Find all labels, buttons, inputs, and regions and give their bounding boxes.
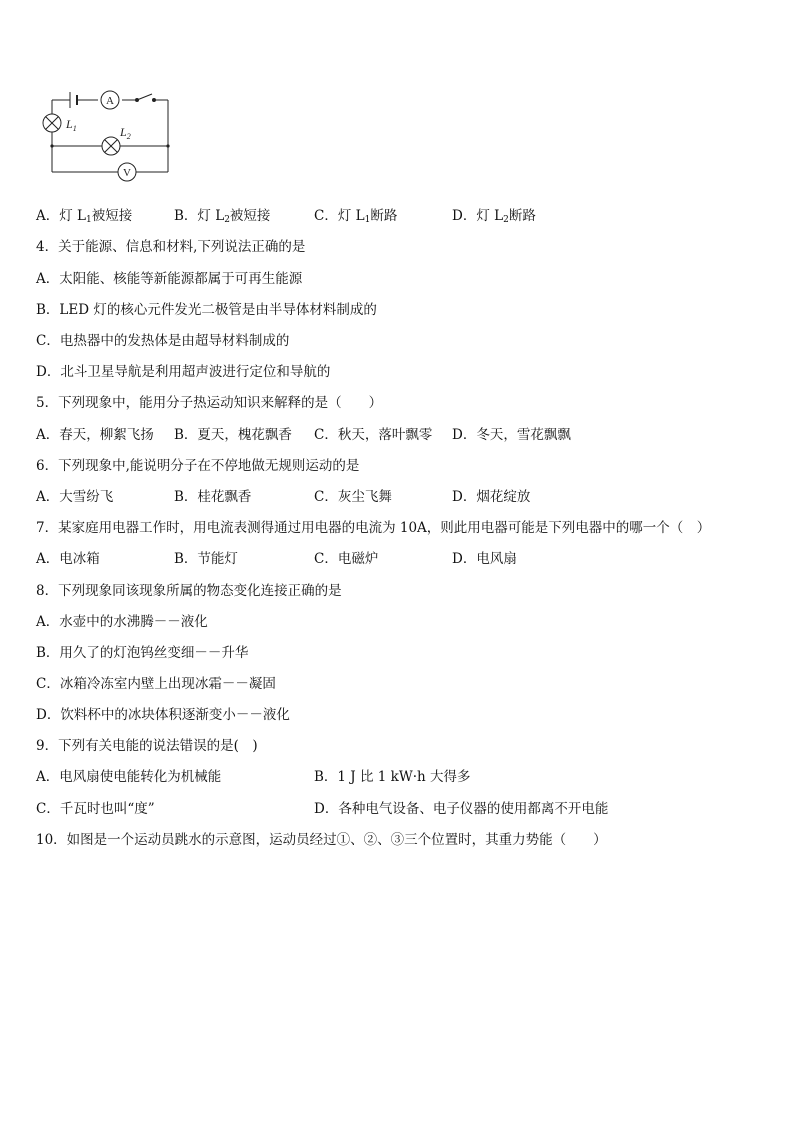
q6-option-b[interactable]: B．桂花飘香	[174, 489, 252, 505]
voltmeter-symbol	[118, 163, 136, 181]
q7-option-c[interactable]: C．电磁炉	[314, 551, 379, 567]
q7-option-a[interactable]: A．电冰箱	[36, 551, 100, 567]
q8-option-b[interactable]: B．用久了的灯泡钨丝变细－－升华	[36, 645, 249, 661]
q3-option-d[interactable]: D．灯 $L_2$断路	[452, 208, 536, 225]
q9-option-d[interactable]: D．各种电气设备、电子仪器的使用都离不开电能	[314, 801, 609, 817]
q3-option-a[interactable]: A．灯 $L_1$被短接	[36, 208, 133, 225]
q4-stem: 4．关于能源、信息和材料,下列说法正确的是	[36, 239, 306, 255]
q9-option-a[interactable]: A．电风扇使电能转化为机械能	[36, 769, 222, 785]
q8-option-a[interactable]: A．水壶中的水沸腾－－液化	[36, 614, 208, 630]
q9-stem: 9．下列有关电能的说法错误的是( )	[36, 738, 258, 754]
q5-option-d[interactable]: D．冬天，雪花飘飘	[452, 427, 571, 443]
q9-option-c[interactable]: C．千瓦时也叫“度”	[36, 801, 155, 817]
voltmeter-label: V	[123, 167, 131, 179]
lamp-l1-label: $L_1$	[66, 117, 77, 133]
q5-option-c[interactable]: C．秋天，落叶飘零	[314, 427, 433, 443]
lamp-l1-symbol	[43, 114, 61, 132]
q7-option-d[interactable]: D．电风扇	[452, 551, 517, 567]
q4-option-d[interactable]: D．北斗卫星导航是利用超声波进行定位和导航的	[36, 364, 331, 380]
circuit-diagram	[36, 84, 176, 184]
q10-stem: 10．如图是一个运动员跳水的示意图，运动员经过①、②、③三个位置时，其重力势能（ ）	[36, 832, 607, 848]
q8-stem: 8．下列现象同该现象所属的物态变化连接正确的是	[36, 583, 342, 599]
q6-stem: 6．下列现象中,能说明分子在不停地做无规则运动的是	[36, 458, 360, 474]
q6-option-d[interactable]: D．烟花绽放	[452, 489, 531, 505]
lamp-l2-label: $L_2$	[120, 125, 131, 141]
switch-symbol[interactable]	[136, 94, 156, 102]
q7-stem: 7．某家庭用电器工作时，用电流表测得通过用电器的电流为 10A，则此用电器可能是下列电器中的哪一个（ ）	[36, 520, 711, 536]
q8-option-c[interactable]: C．冰箱冷冻室内壁上出现冰霜－－凝固	[36, 676, 276, 692]
q3-option-c[interactable]: C．灯 $L_1$断路	[314, 208, 398, 225]
q6-option-c[interactable]: C．灰尘飞舞	[314, 489, 392, 505]
battery-symbol	[70, 92, 77, 108]
q9-option-b[interactable]: B．1 J 比 1 kW·h 大得多	[314, 769, 471, 785]
ammeter-symbol	[101, 91, 119, 109]
q5-stem: 5．下列现象中，能用分子热运动知识来解释的是（ ）	[36, 395, 383, 411]
ammeter-label: A	[106, 95, 114, 107]
q5-option-b[interactable]: B．夏天，槐花飘香	[174, 427, 292, 443]
q5-option-a[interactable]: A．春天，柳絮飞扬	[36, 427, 154, 443]
q8-option-d[interactable]: D．饮料杯中的冰块体积逐渐变小－－液化	[36, 707, 290, 723]
lamp-l2-symbol	[102, 137, 120, 155]
q4-option-a[interactable]: A．太阳能、核能等新能源都属于可再生能源	[36, 271, 303, 287]
q6-option-a[interactable]: A．大雪纷飞	[36, 489, 114, 505]
q7-option-b[interactable]: B．节能灯	[174, 551, 238, 567]
q3-option-b[interactable]: B．灯 $L_2$被短接	[174, 208, 271, 225]
q4-option-b[interactable]: B．LED 灯的核心元件发光二极管是由半导体材料制成的	[36, 302, 377, 318]
q4-option-c[interactable]: C．电热器中的发热体是由超导材料制成的	[36, 333, 290, 349]
